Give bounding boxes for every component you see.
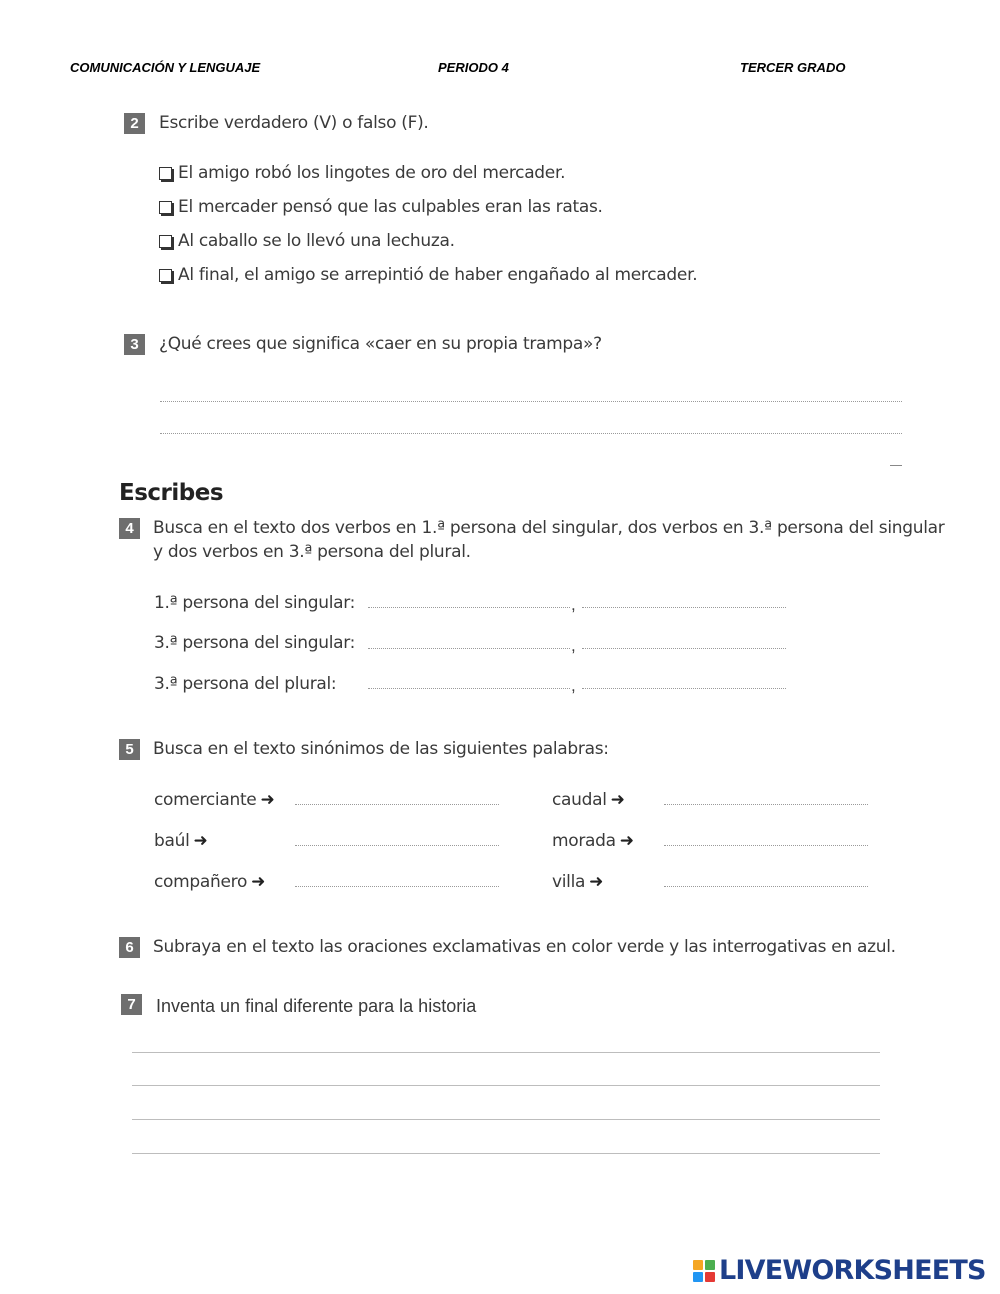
arrow-right-icon: ➜	[260, 790, 275, 810]
section-title: Escribes	[119, 480, 224, 506]
synonym-word-text: compañero	[154, 872, 248, 892]
question-5-prompt: Busca en el texto sinónimos de las siguientes palabras:	[153, 739, 609, 759]
true-false-item	[159, 163, 565, 183]
separator: ,	[571, 595, 576, 614]
logo-text: LIVEWORKSHEETS	[719, 1255, 986, 1286]
checkbox-icon[interactable]	[159, 167, 172, 180]
verb-row-label: 1.ª persona del singular:	[154, 593, 356, 613]
arrow-right-icon: ➜	[610, 790, 625, 810]
separator: ,	[571, 676, 576, 695]
question-number-2: 2	[124, 113, 145, 134]
synonym-word-text: baúl	[154, 831, 190, 851]
synonym-word	[154, 831, 207, 851]
checkbox-icon[interactable]	[159, 269, 172, 282]
true-false-item-text: El amigo robó los lingotes de oro del mercader.	[178, 163, 566, 183]
answer-line[interactable]	[664, 886, 868, 887]
true-false-item	[159, 197, 603, 217]
logo-square	[705, 1260, 715, 1270]
answer-line[interactable]	[132, 1052, 880, 1053]
question-7-prompt: Inventa un final diferente para la historia	[156, 996, 477, 1016]
synonym-word	[154, 872, 265, 892]
header-period: PERIODO 4	[438, 60, 509, 75]
synonym-word	[552, 831, 634, 851]
true-false-item	[159, 231, 455, 251]
checkbox-icon[interactable]	[159, 235, 172, 248]
question-number-7: 7	[121, 994, 142, 1015]
logo-square	[693, 1260, 703, 1270]
synonym-word	[154, 790, 274, 810]
header-subject: COMUNICACIÓN Y LENGUAJE	[70, 60, 261, 75]
synonym-word-text: comerciante	[154, 790, 257, 810]
question-4-prompt-line1: Busca en el texto dos verbos en 1.ª persona del singular, dos verbos en 3.ª persona del singular	[153, 518, 945, 538]
answer-line[interactable]	[582, 648, 786, 649]
true-false-item	[159, 265, 697, 285]
synonym-word-text: morada	[552, 831, 616, 851]
question-number-4: 4	[119, 518, 140, 539]
verb-row-label: 3.ª persona del singular:	[154, 633, 356, 653]
header-grade: TERCER GRADO	[740, 60, 846, 75]
answer-line[interactable]	[664, 845, 868, 846]
arrow-right-icon: ➜	[251, 872, 266, 892]
synonym-word-text: villa	[552, 872, 586, 892]
synonym-word	[552, 872, 603, 892]
answer-line[interactable]	[664, 804, 868, 805]
synonym-word	[552, 790, 625, 810]
liveworksheets-logo	[693, 1255, 986, 1286]
answer-line[interactable]	[368, 607, 570, 608]
divider	[890, 465, 902, 466]
true-false-item-text: Al caballo se lo llevó una lechuza.	[178, 231, 455, 251]
answer-line[interactable]	[368, 688, 570, 689]
answer-line[interactable]	[582, 688, 786, 689]
question-6-prompt: Subraya en el texto las oraciones exclamativas en color verde y las interrogativas en azul.	[153, 937, 896, 957]
answer-line[interactable]	[295, 804, 499, 805]
logo-grid-icon	[693, 1260, 715, 1282]
answer-line[interactable]	[295, 845, 499, 846]
answer-line[interactable]	[160, 433, 902, 434]
question-3-prompt: ¿Qué crees que significa «caer en su propia trampa»?	[159, 334, 602, 354]
logo-square	[693, 1272, 703, 1282]
arrow-right-icon: ➜	[589, 872, 604, 892]
question-number-6: 6	[119, 937, 140, 958]
logo-square	[705, 1272, 715, 1282]
arrow-right-icon: ➜	[193, 831, 208, 851]
answer-line[interactable]	[582, 607, 786, 608]
answer-line[interactable]	[295, 886, 499, 887]
separator: ,	[571, 636, 576, 655]
question-number-3: 3	[124, 334, 145, 355]
answer-line[interactable]	[160, 401, 902, 402]
true-false-item-text: Al final, el amigo se arrepintió de haber engañado al mercader.	[178, 265, 698, 285]
answer-line[interactable]	[132, 1085, 880, 1086]
checkbox-icon[interactable]	[159, 201, 172, 214]
synonym-word-text: caudal	[552, 790, 607, 810]
true-false-item-text: El mercader pensó que las culpables eran las ratas.	[178, 197, 603, 217]
question-number-5: 5	[119, 739, 140, 760]
verb-row-label: 3.ª persona del plural:	[154, 674, 337, 694]
question-4-prompt-line2: y dos verbos en 3.ª persona del plural.	[153, 542, 471, 562]
arrow-right-icon: ➜	[619, 831, 634, 851]
answer-line[interactable]	[368, 648, 570, 649]
question-2-prompt: Escribe verdadero (V) o falso (F).	[159, 113, 429, 133]
answer-line[interactable]	[132, 1153, 880, 1154]
answer-line[interactable]	[132, 1119, 880, 1120]
